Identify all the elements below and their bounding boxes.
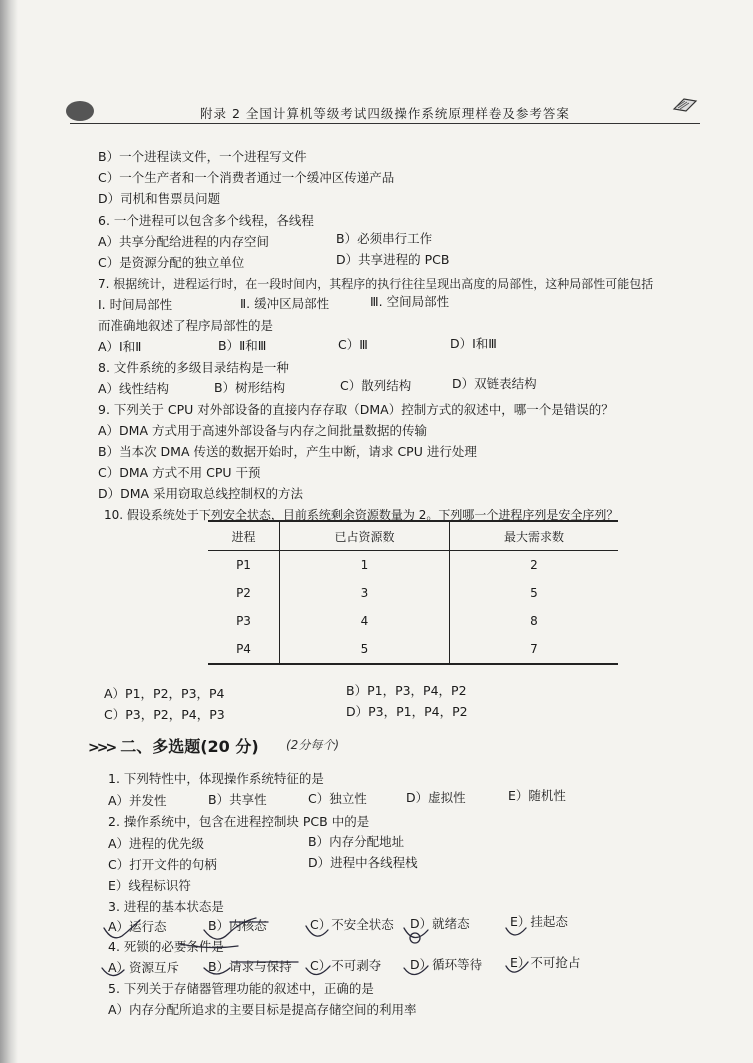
mq3-option-c: C）不安全状态 [310,917,394,932]
q6-option-a: A）共享分配给进程的内存空间 [98,234,270,249]
mq4-option-b: B）请求与保持 [208,959,292,974]
section-title-text: 二、多选题(20 分) [120,737,259,756]
q6-option-c: C）是资源分配的独立单位 [98,255,245,270]
table-cell: P2 [236,586,251,600]
mq2-option-a: A）进程的优先级 [108,836,205,851]
q7-item-2: Ⅱ. 缓冲区局部性 [240,296,330,311]
q10-stem: 10. 假设系统处于下列安全状态，目前系统剩余资源数量为 2。下列哪一个进程序列是安全序列？ [104,508,619,522]
check-mark-icon [104,920,140,938]
q10-option-b: B）P1，P3，P4，P2 [346,683,467,698]
mq5-option-a: A）内存分配所追求的主要目标是提高存储空间的利用率 [108,1002,417,1017]
q10-option-c: C）P3，P2，P4，P3 [104,707,225,722]
mq1-option-c: C）独立性 [308,791,367,806]
mq3-option-d: D）就绪态 [410,916,470,931]
check-mark-icon [102,968,124,976]
q5-option-d: D）司机和售票员问题 [98,191,221,206]
q8-option-b: B）树形结构 [214,380,286,395]
table-cell: 4 [280,607,450,635]
check-mark-icon [506,928,526,935]
table-cell: P1 [236,558,251,572]
table-cell: 2 [449,551,618,580]
q10-option-d: D）P3，P1，P4，P2 [346,704,468,719]
mq1-option-e: E）随机性 [508,788,566,803]
q9-stem: 9. 下列关于 CPU 对外部设备的直接内存存取（DMA）控制方式的叙述中，哪一个是错误的？ [98,402,614,417]
header-title: 附录 2 全国计算机等级考试四级操作系统原理样卷及参考答案 [200,106,570,121]
q9-option-b: B）当本次 DMA 传送的数据开始时，产生中断，请求 CPU 进行处理 [98,444,477,459]
q6-stem: 6. 一个进程可以包含多个线程，各线程 [98,213,314,228]
mq2-option-c: C）打开文件的句柄 [108,857,217,872]
mq1-stem: 1. 下列特性中，体现操作系统特征的是 [108,771,324,786]
mq2-stem: 2. 操作系统中，包含在进程控制块 PCB 中的是 [108,814,370,829]
mq3-option-a: A）运行态 [108,919,167,934]
table-cell: P4 [208,635,280,664]
q7-item-3: Ⅲ. 空间局部性 [370,294,450,309]
mq2-option-d: D）进程中各线程栈 [308,855,418,870]
q9-option-a: A）DMA 方式用于高速外部设备与内存之间批量数据的传输 [98,423,427,438]
mq4-option-e: E）不可抢占 [510,955,581,970]
table-cell: 3 [280,579,450,607]
q7-option-c: C）Ⅲ [338,337,368,352]
check-mark-icon [306,966,330,975]
check-mark-icon [204,918,256,939]
q8-option-a: A）线性结构 [98,381,170,396]
q6-option-b: B）必须串行工作 [336,231,433,246]
check-mark-icon [404,966,428,975]
q5-option-c: C）一个生产者和一个消费者通过一个缓冲区传递产品 [98,170,395,185]
mq1-option-b: B）共享性 [208,792,267,807]
mq3-option-b: B）内核态 [208,918,267,933]
mq3-option-e: E）挂起态 [510,914,568,929]
table-header-max-demand: 最大需求数 [449,521,618,551]
q8-stem: 8. 文件系统的多级目录结构是一种 [98,360,289,375]
mq3-stem: 3. 进程的基本状态是 [108,899,224,914]
table-cell: 8 [449,607,618,635]
q7-prompt: 而准确地叙述了程序局部性的是 [98,318,274,333]
q8-option-c: C）散列结构 [340,378,412,393]
q6-option-d: D）共享进程的 PCB [336,252,450,267]
q9-option-c: C）DMA 方式不用 CPU 干预 [98,465,261,480]
mq4-stem: 4. 死锁的必要条件是 [108,939,224,954]
q7-stem: 7. 根据统计，进程运行时，在一段时间内，其程序的执行往往呈现出高度的局部性，这种局部性可能包括 [98,277,654,291]
q7-option-d: D）Ⅰ和Ⅲ [450,336,497,351]
table-cell: 5 [449,579,618,607]
check-mark-icon [506,962,528,972]
mq4-option-a: A）资源互斥 [108,960,180,975]
underline-mark-icon [180,944,238,948]
check-mark-icon [204,968,230,974]
table-cell: 1 [280,551,450,580]
q8-option-d: D）双链表结构 [452,376,537,391]
mq2-option-e: E）线程标识符 [108,878,191,893]
mq1-option-d: D）虚拟性 [406,790,466,805]
q5-option-b: B）一个进程读文件，一个进程写文件 [98,149,307,164]
table-header-process: 进程 [208,521,280,551]
mq1-option-a: A）并发性 [108,793,167,808]
table-cell: 7 [449,635,618,664]
handwritten-note: (2分每个) [286,738,339,752]
check-mark-icon [306,926,328,936]
q7-item-1: Ⅰ. 时间局部性 [98,297,173,312]
table-cell: P3 [236,614,251,628]
q7-option-a: A）Ⅰ和Ⅱ [98,339,142,354]
q10-option-a: A）P1，P2，P3，P4 [104,686,225,701]
table-cell: 5 [280,635,450,664]
mq5-stem: 5. 下列关于存储器管理功能的叙述中，正确的是 [108,981,374,996]
q9-option-d: D）DMA 采用窃取总线控制权的方法 [98,486,304,501]
mq4-option-d: D）循环等待 [410,957,483,972]
table-header-allocated: 已占资源数 [280,521,450,551]
section-arrows-icon: >>> [88,740,115,756]
mq4-option-c: C）不可剥夺 [310,958,382,973]
q7-option-b: B）Ⅱ和Ⅲ [218,338,267,353]
mq2-option-b: B）内存分配地址 [308,834,405,849]
